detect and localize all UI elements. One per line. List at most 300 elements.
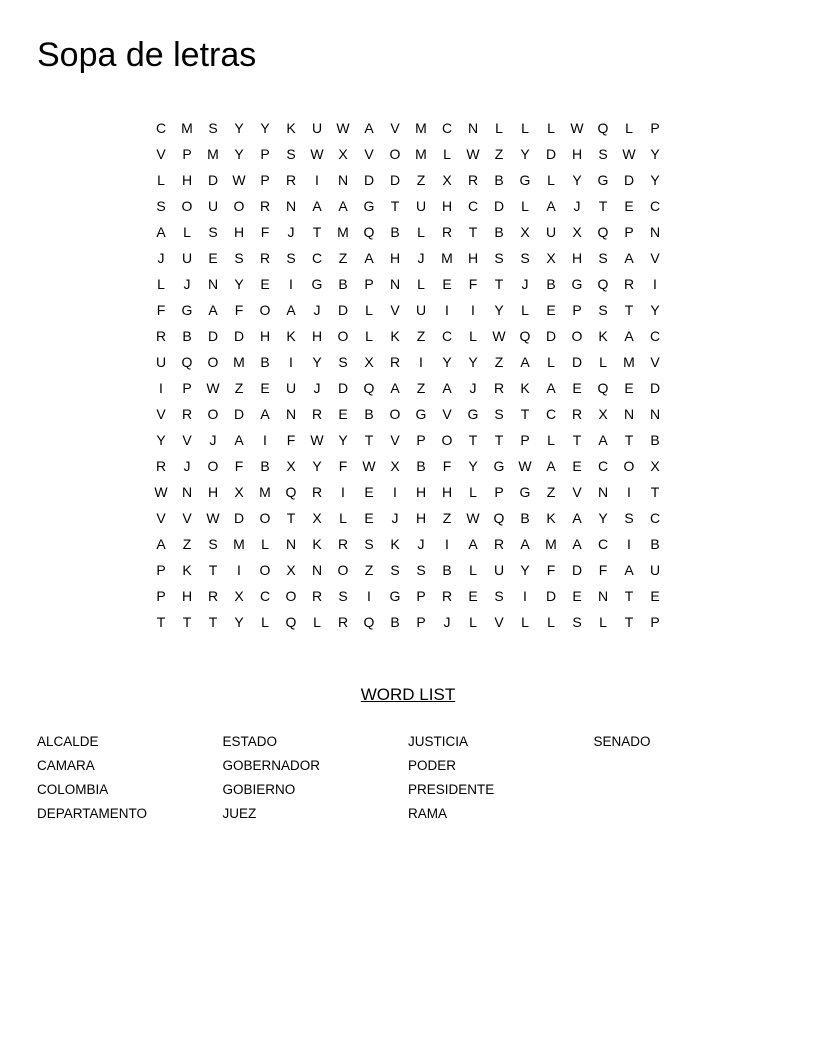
grid-letter: C <box>441 120 453 136</box>
grid-letter: K <box>520 380 530 396</box>
grid-letter: P <box>156 562 166 578</box>
grid-letter: U <box>493 562 505 578</box>
grid-letter: K <box>182 562 192 578</box>
grid-letter: E <box>624 198 634 214</box>
grid-letter: L <box>339 510 347 526</box>
grid-letter: A <box>260 406 270 422</box>
grid-letter: G <box>311 276 323 292</box>
grid-letter: O <box>181 198 193 214</box>
grid-letter: S <box>364 536 374 552</box>
word-list-item: DEPARTAMENTO <box>37 806 148 821</box>
grid-letter: J <box>443 614 451 630</box>
grid-letter: S <box>338 588 348 604</box>
grid-letter: Y <box>520 146 530 162</box>
grid-letter: C <box>649 198 661 214</box>
grid-letter: V <box>182 432 192 448</box>
grid-letter: A <box>546 198 556 214</box>
grid-letter: L <box>547 172 555 188</box>
grid-letter: F <box>598 562 608 578</box>
grid-letter: U <box>285 380 297 396</box>
grid-letter: C <box>597 458 609 474</box>
grid-letter: Y <box>312 354 322 370</box>
grid-letter: I <box>627 536 631 552</box>
grid-letter: A <box>442 380 452 396</box>
grid-letter: Q <box>285 484 297 500</box>
grid-letter: L <box>365 328 373 344</box>
grid-letter: A <box>234 432 244 448</box>
grid-letter: Q <box>597 276 609 292</box>
grid-letter: G <box>181 302 193 318</box>
grid-letter: W <box>492 328 506 344</box>
grid-letter: W <box>206 380 220 396</box>
grid-letter: L <box>417 224 425 240</box>
grid-letter: B <box>416 458 426 474</box>
grid-letter: O <box>389 406 401 422</box>
grid-letter: E <box>338 406 348 422</box>
grid-letter: Y <box>468 354 478 370</box>
grid-letter: M <box>441 250 453 266</box>
grid-letter: R <box>467 172 479 188</box>
grid-letter: J <box>391 510 399 526</box>
grid-letter: M <box>233 354 245 370</box>
grid-letter: Y <box>650 302 660 318</box>
grid-letter: I <box>315 172 319 188</box>
grid-letter: D <box>571 562 583 578</box>
grid-letter: R <box>181 406 193 422</box>
grid-letter: E <box>546 302 556 318</box>
grid-letter: X <box>442 172 452 188</box>
grid-letter: A <box>286 302 296 318</box>
grid-letter: P <box>624 224 634 240</box>
grid-letter: A <box>546 380 556 396</box>
grid-letter: O <box>571 328 583 344</box>
grid-letter: L <box>157 276 165 292</box>
grid-letter: R <box>493 380 505 396</box>
grid-letter: L <box>469 614 477 630</box>
grid-letter: T <box>650 484 660 500</box>
grid-letter: A <box>520 354 530 370</box>
grid-letter: A <box>624 562 634 578</box>
grid-letter: P <box>416 432 426 448</box>
grid-letter: W <box>310 146 324 162</box>
grid-letter: P <box>260 172 270 188</box>
grid-letter: N <box>597 484 609 500</box>
grid-letter: K <box>312 536 322 552</box>
grid-letter: Y <box>650 172 660 188</box>
grid-letter: G <box>519 484 531 500</box>
grid-letter: M <box>207 146 219 162</box>
grid-letter: Q <box>519 328 531 344</box>
grid-letter: P <box>520 432 530 448</box>
grid-letter: L <box>521 198 529 214</box>
word-list-column <box>37 730 223 826</box>
grid-letter: N <box>285 536 297 552</box>
grid-letter: I <box>445 302 449 318</box>
grid-letter: O <box>285 588 297 604</box>
grid-letter: L <box>521 302 529 318</box>
grid-letter: X <box>390 458 400 474</box>
grid-letter: A <box>390 380 400 396</box>
grid-letter: D <box>571 354 583 370</box>
grid-letter: D <box>207 172 219 188</box>
word-list <box>37 730 779 826</box>
grid-letter: L <box>365 302 373 318</box>
grid-letter: E <box>624 380 634 396</box>
grid-letter: M <box>623 354 635 370</box>
grid-letter: R <box>259 198 271 214</box>
grid-letter: S <box>208 224 218 240</box>
grid-letter: V <box>390 120 400 136</box>
grid-letter: A <box>156 224 166 240</box>
grid-letter: L <box>183 224 191 240</box>
grid-letter: E <box>468 588 478 604</box>
grid-letter: S <box>208 536 218 552</box>
grid-letter: M <box>415 146 427 162</box>
word-list-item: CAMARA <box>37 758 95 773</box>
word-list-item: COLOMBIA <box>37 782 109 797</box>
grid-letter: Y <box>260 120 270 136</box>
grid-letter: N <box>467 120 479 136</box>
grid-letter: O <box>623 458 635 474</box>
grid-letter: P <box>650 120 660 136</box>
grid-letter: Q <box>493 510 505 526</box>
grid-letter: Y <box>234 276 244 292</box>
grid-letter: B <box>260 354 270 370</box>
grid-letter: Z <box>234 380 244 396</box>
grid-letter: B <box>260 458 270 474</box>
grid-letter: C <box>155 120 167 136</box>
grid-letter: Y <box>598 510 608 526</box>
grid-letter: C <box>441 328 453 344</box>
grid-letter: I <box>627 484 631 500</box>
grid-letter: V <box>156 510 166 526</box>
word-list-item: JUSTICIA <box>408 734 469 749</box>
grid-letter: S <box>598 146 608 162</box>
grid-letter: H <box>311 328 323 344</box>
grid-letter: B <box>650 432 660 448</box>
grid-letter: U <box>415 198 427 214</box>
grid-letter: N <box>623 406 635 422</box>
grid-letter: H <box>389 250 401 266</box>
grid-letter: S <box>494 588 504 604</box>
grid-letter: F <box>234 458 244 474</box>
grid-letter: S <box>390 562 400 578</box>
grid-letter: H <box>415 484 427 500</box>
grid-letter: L <box>599 354 607 370</box>
grid-letter: S <box>598 250 608 266</box>
grid-letter: W <box>466 146 480 162</box>
grid-letter: H <box>181 172 193 188</box>
grid-letter: O <box>259 510 271 526</box>
grid-letter: U <box>415 302 427 318</box>
grid-letter: N <box>181 484 193 500</box>
grid-letter: E <box>364 510 374 526</box>
grid-letter: U <box>207 198 219 214</box>
grid-letter: J <box>521 276 529 292</box>
grid-letter: S <box>286 250 296 266</box>
grid-letter: C <box>649 510 661 526</box>
grid-letter: P <box>182 380 192 396</box>
grid-letter: R <box>493 536 505 552</box>
grid-letter: O <box>441 432 453 448</box>
grid-letter: I <box>523 588 527 604</box>
word-list-item: JUEZ <box>222 806 257 821</box>
grid-letter: D <box>545 328 557 344</box>
word-search-grid <box>148 115 668 635</box>
grid-letter: W <box>570 120 584 136</box>
grid-letter: T <box>624 432 634 448</box>
grid-letter: B <box>650 536 660 552</box>
grid-letter: K <box>286 120 296 136</box>
grid-letter: A <box>364 120 374 136</box>
grid-letter: I <box>289 276 293 292</box>
grid-letter: Z <box>546 484 556 500</box>
grid-letter: Y <box>494 302 504 318</box>
grid-letter: G <box>493 458 505 474</box>
grid-letter: D <box>233 328 245 344</box>
grid-letter: J <box>209 432 217 448</box>
grid-letter: Y <box>234 120 244 136</box>
grid-letter: Y <box>650 146 660 162</box>
grid-letter: L <box>625 120 633 136</box>
grid-letter: V <box>364 146 374 162</box>
grid-letter: S <box>494 250 504 266</box>
grid-letter: W <box>310 432 324 448</box>
grid-letter: X <box>286 458 296 474</box>
word-list-item: GOBIERNO <box>222 782 296 797</box>
grid-letter: B <box>546 276 556 292</box>
grid-letter: O <box>389 146 401 162</box>
grid-letter: Y <box>234 614 244 630</box>
grid-letter: G <box>519 172 531 188</box>
grid-letter: D <box>649 380 661 396</box>
grid-letter: V <box>442 406 452 422</box>
grid-letter: H <box>233 224 245 240</box>
grid-letter: O <box>337 328 349 344</box>
grid-letter: I <box>237 562 241 578</box>
grid-letter: N <box>207 276 219 292</box>
grid-letter: S <box>208 120 218 136</box>
grid-letter: N <box>337 172 349 188</box>
grid-letter: T <box>468 224 478 240</box>
grid-letter: U <box>649 562 661 578</box>
grid-letter: D <box>233 510 245 526</box>
grid-letter: G <box>363 198 375 214</box>
grid-letter: P <box>650 614 660 630</box>
grid-letter: L <box>417 276 425 292</box>
grid-letter: M <box>181 120 193 136</box>
grid-letter: J <box>287 224 295 240</box>
grid-letter: Z <box>416 328 426 344</box>
grid-letter: Z <box>338 250 348 266</box>
grid-letter: T <box>182 614 192 630</box>
grid-letter: C <box>467 198 479 214</box>
grid-letter: N <box>649 406 661 422</box>
grid-letter: T <box>286 510 296 526</box>
grid-letter: R <box>389 354 401 370</box>
grid-letter: T <box>624 614 634 630</box>
grid-letter: Y <box>234 146 244 162</box>
grid-letter: D <box>623 172 635 188</box>
grid-letter: K <box>286 328 296 344</box>
grid-letter: H <box>571 146 583 162</box>
grid-letter: X <box>338 146 348 162</box>
grid-letter: O <box>207 458 219 474</box>
grid-letter: N <box>285 198 297 214</box>
grid-letter: S <box>494 406 504 422</box>
grid-letter: S <box>598 302 608 318</box>
grid-letter: F <box>286 432 296 448</box>
grid-letter: S <box>234 250 244 266</box>
grid-letter: R <box>337 614 349 630</box>
grid-letter: S <box>624 510 634 526</box>
grid-letter: X <box>520 224 530 240</box>
grid-letter: F <box>546 562 556 578</box>
grid-letter: V <box>390 432 400 448</box>
grid-letter: L <box>469 562 477 578</box>
grid-letter: R <box>623 276 635 292</box>
grid-letter: V <box>650 250 660 266</box>
grid-letter: H <box>415 510 427 526</box>
grid-letter: E <box>572 588 582 604</box>
grid-letter: L <box>469 484 477 500</box>
grid-letter: W <box>206 510 220 526</box>
grid-letter: Q <box>285 614 297 630</box>
grid-letter: I <box>159 380 163 396</box>
grid-letter: I <box>263 432 267 448</box>
grid-letter: U <box>545 224 557 240</box>
grid-letter: L <box>261 536 269 552</box>
grid-letter: C <box>597 536 609 552</box>
grid-letter: T <box>624 588 634 604</box>
grid-letter: I <box>289 354 293 370</box>
grid-letter: G <box>415 406 427 422</box>
grid-letter: X <box>234 588 244 604</box>
grid-letter: B <box>520 510 530 526</box>
grid-letter: A <box>572 510 582 526</box>
grid-letter: L <box>157 172 165 188</box>
grid-letter: Z <box>442 510 452 526</box>
word-list-item: PODER <box>408 758 457 773</box>
grid-letter: V <box>494 614 504 630</box>
grid-letter: L <box>547 120 555 136</box>
grid-letter: Z <box>494 146 504 162</box>
grid-letter: I <box>471 302 475 318</box>
grid-letter: M <box>545 536 557 552</box>
grid-letter: Z <box>182 536 192 552</box>
grid-letter: B <box>390 614 400 630</box>
grid-letter: D <box>389 172 401 188</box>
grid-letter: X <box>364 354 374 370</box>
grid-letter: X <box>650 458 660 474</box>
grid-letter: E <box>208 250 218 266</box>
grid-letter: S <box>520 250 530 266</box>
grid-letter: K <box>390 328 400 344</box>
grid-letter: H <box>441 198 453 214</box>
grid-letter: T <box>312 224 322 240</box>
grid-letter: P <box>416 588 426 604</box>
grid-letter: J <box>417 536 425 552</box>
grid-letter: S <box>338 354 348 370</box>
grid-letter: O <box>207 406 219 422</box>
grid-letter: R <box>311 484 323 500</box>
grid-letter: P <box>416 614 426 630</box>
grid-letter: R <box>311 588 323 604</box>
grid-letter: O <box>259 302 271 318</box>
grid-letter: T <box>208 562 218 578</box>
grid-letter: D <box>363 172 375 188</box>
grid-letter: K <box>546 510 556 526</box>
grid-letter: N <box>311 562 323 578</box>
grid-letter: F <box>234 302 244 318</box>
grid-letter: P <box>572 302 582 318</box>
grid-letter: J <box>313 380 321 396</box>
word-list-item: GOBERNADOR <box>222 758 321 773</box>
grid-letter: A <box>312 198 322 214</box>
grid-letter: W <box>466 510 480 526</box>
grid-letter: F <box>338 458 348 474</box>
grid-letter: B <box>442 562 452 578</box>
grid-letter: Q <box>597 224 609 240</box>
grid-letter: G <box>467 406 479 422</box>
grid-letter: R <box>337 536 349 552</box>
grid-letter: P <box>182 146 192 162</box>
grid-letter: E <box>650 588 660 604</box>
grid-letter: E <box>364 484 374 500</box>
grid-letter: A <box>624 250 634 266</box>
grid-letter: N <box>389 276 401 292</box>
grid-letter: Y <box>442 354 452 370</box>
grid-letter: Y <box>520 562 530 578</box>
grid-letter: B <box>364 406 374 422</box>
grid-letter: Q <box>181 354 193 370</box>
grid-letter: L <box>443 146 451 162</box>
grid-letter: X <box>312 510 322 526</box>
grid-letter: O <box>207 354 219 370</box>
grid-letter: J <box>183 458 191 474</box>
grid-letter: A <box>520 536 530 552</box>
grid-letter: R <box>441 224 453 240</box>
grid-letter: A <box>208 302 218 318</box>
grid-letter: L <box>521 614 529 630</box>
grid-letter: Q <box>597 380 609 396</box>
grid-letter: M <box>233 536 245 552</box>
grid-letter: H <box>441 484 453 500</box>
grid-letter: R <box>311 406 323 422</box>
grid-letter: M <box>415 120 427 136</box>
grid-letter: Y <box>338 432 348 448</box>
grid-letter: B <box>338 276 348 292</box>
grid-letter: H <box>259 328 271 344</box>
grid-letter: I <box>393 484 397 500</box>
grid-letter: B <box>390 224 400 240</box>
grid-letter: Z <box>494 354 504 370</box>
grid-letter: Z <box>416 172 426 188</box>
grid-letter: D <box>233 406 245 422</box>
grid-letter: A <box>156 536 166 552</box>
grid-letter: P <box>156 588 166 604</box>
grid-letter: R <box>571 406 583 422</box>
grid-letter: G <box>571 276 583 292</box>
grid-letter: G <box>389 588 401 604</box>
grid-letter: D <box>545 146 557 162</box>
grid-letter: X <box>598 406 608 422</box>
grid-letter: N <box>285 406 297 422</box>
grid-letter: O <box>337 562 349 578</box>
grid-letter: P <box>494 484 504 500</box>
grid-letter: A <box>338 198 348 214</box>
grid-letter: X <box>572 224 582 240</box>
